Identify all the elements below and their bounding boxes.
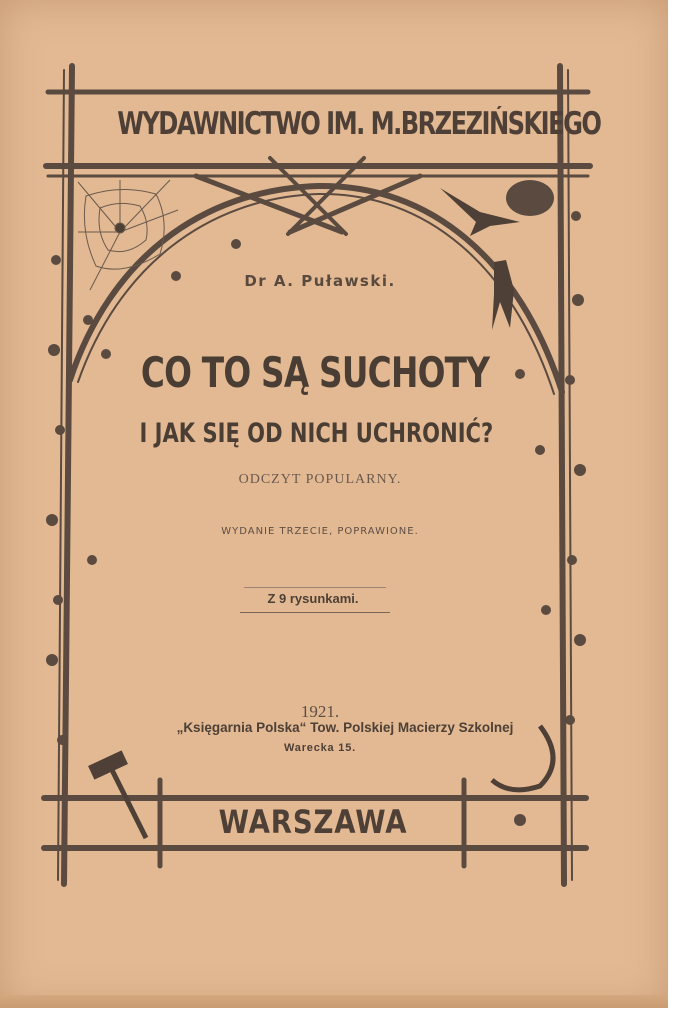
swallow-bird-icon xyxy=(440,188,520,330)
frame-left-post xyxy=(64,66,72,884)
figures-rule-bottom xyxy=(240,612,390,613)
title-line-1: CO TO SĄ SUCHOTY xyxy=(140,348,490,397)
title-line-2: I JAK SIĘ OD NICH UCHRONIĆ? xyxy=(139,418,494,449)
sickle-icon xyxy=(492,726,553,790)
hammer-icon xyxy=(89,751,146,838)
bookstore-name: „Księgarnia Polska“ Tow. Polskiej Macierzy Szkolnej xyxy=(176,720,514,735)
figures-rule-top xyxy=(244,587,386,588)
publication-city: WARSZAWA xyxy=(218,803,408,841)
edition-note: WYDANIE TRZECIE, POPRAWIONE. xyxy=(221,526,419,537)
publisher-name: WYDAWNICTWO IM. M.BRZEZIŃSKIEGO xyxy=(117,106,601,142)
subtitle: ODCZYT POPULARNY. xyxy=(238,472,402,487)
bird-nest-icon xyxy=(506,180,554,216)
publication-year: 1921. xyxy=(300,702,340,721)
frame-right-post xyxy=(560,66,564,884)
figures-note: Z 9 rysunkami. xyxy=(267,591,359,606)
bookstore-address: Warecka 15. xyxy=(284,742,356,754)
author-name: Dr A. Puławski. xyxy=(244,272,396,290)
